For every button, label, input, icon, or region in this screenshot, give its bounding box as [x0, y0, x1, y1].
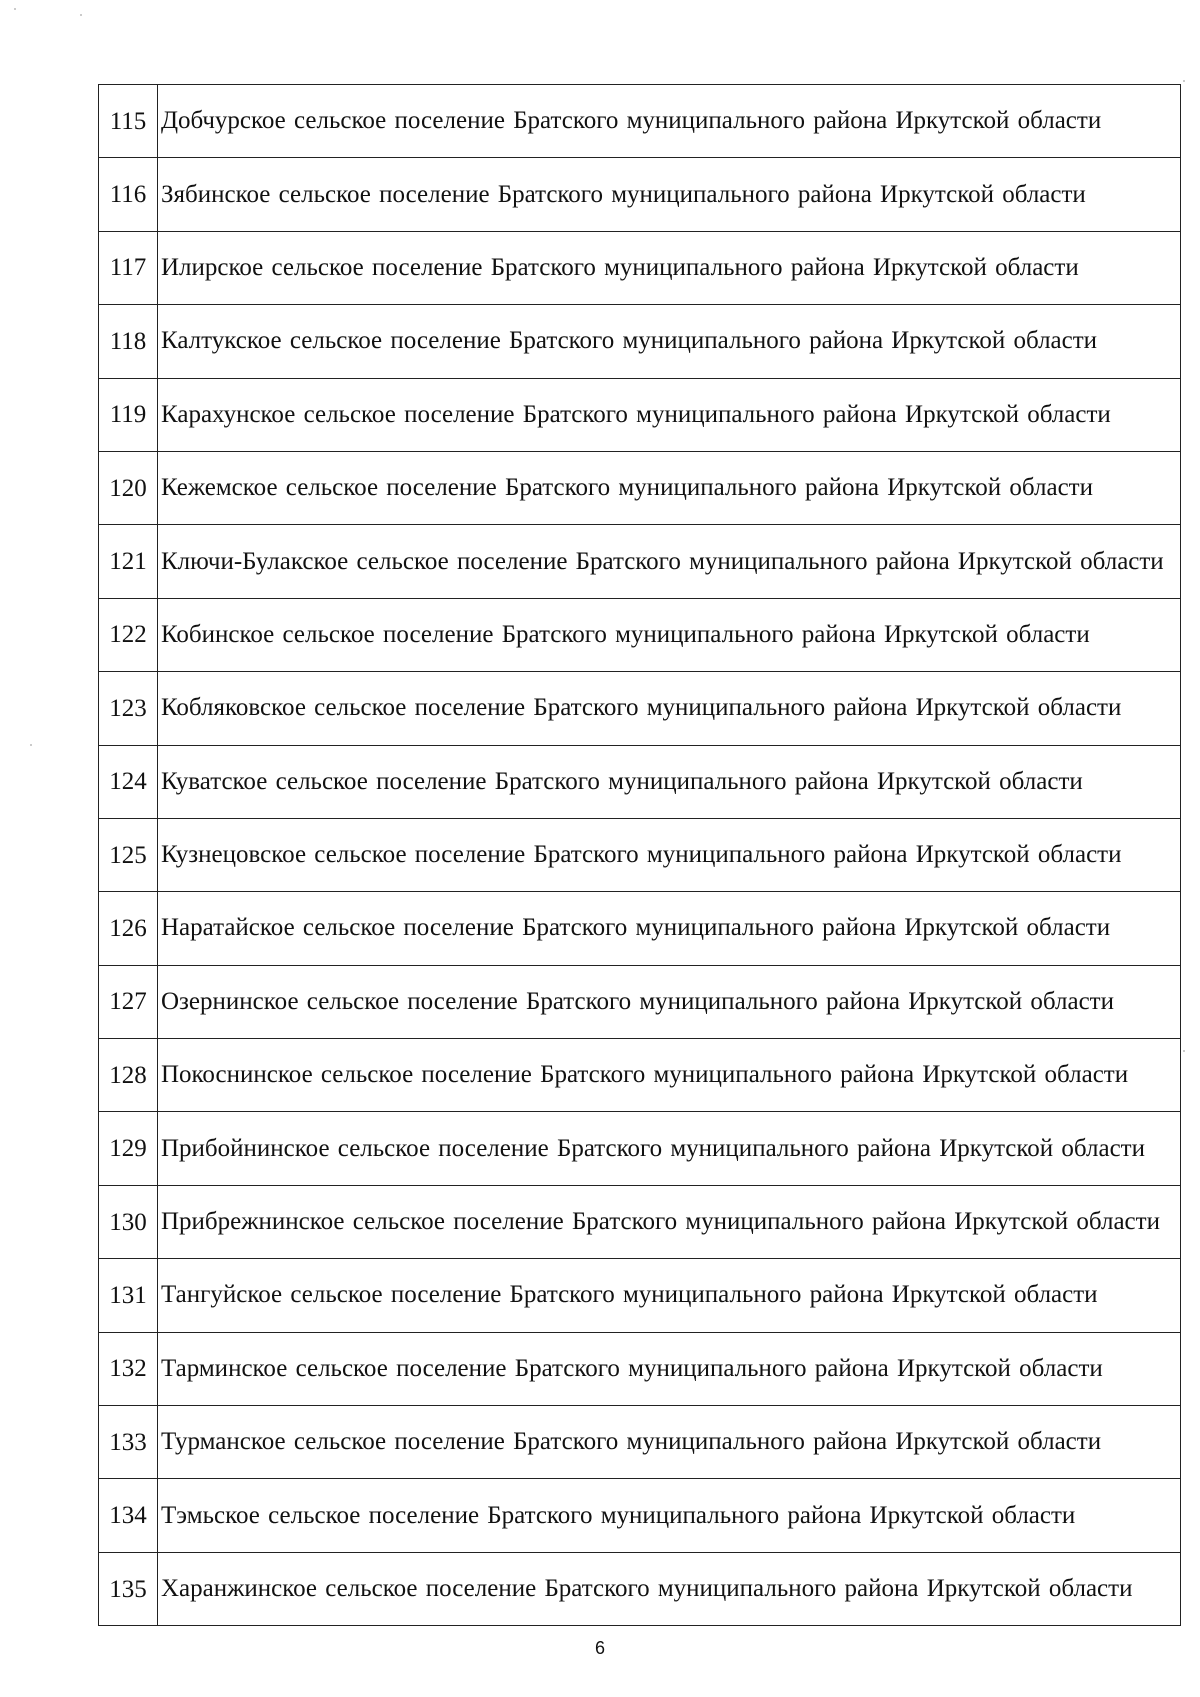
settlement-name: Покоснинское сельское поселение Братского муниципального района Иркутской области — [158, 1039, 1181, 1112]
settlement-name: Кобинское сельское поселение Братского муниципального района Иркутской области — [158, 598, 1181, 671]
settlement-name: Ключи-Булакское сельское поселение Братского муниципального района Иркутской области — [158, 525, 1181, 598]
row-number: 115 — [99, 85, 158, 158]
settlements-table-body — [99, 85, 1181, 1626]
row-number: 121 — [99, 525, 158, 598]
row-number: 133 — [99, 1406, 158, 1479]
row-number: 129 — [99, 1112, 158, 1185]
table-row — [99, 672, 1181, 745]
row-number: 126 — [99, 892, 158, 965]
settlement-name: Прибойнинское сельское поселение Братского муниципального района Иркутской области — [158, 1112, 1181, 1185]
row-number: 127 — [99, 965, 158, 1038]
settlement-name: Прибрежнинское сельское поселение Братского муниципального района Иркутской области — [158, 1185, 1181, 1258]
row-number: 130 — [99, 1185, 158, 1258]
settlement-name: Зябинское сельское поселение Братского муниципального района Иркутской области — [158, 158, 1181, 231]
table-row — [99, 1039, 1181, 1112]
row-number: 117 — [99, 231, 158, 304]
settlement-name: Куватское сельское поселение Братского муниципального района Иркутской области — [158, 745, 1181, 818]
scan-speck — [14, 8, 16, 10]
settlements-table — [98, 84, 1181, 1626]
table-row — [99, 598, 1181, 671]
scan-speck — [30, 744, 32, 746]
settlement-name: Озернинское сельское поселение Братского муниципального района Иркутской области — [158, 965, 1181, 1038]
table-row — [99, 305, 1181, 378]
row-number: 118 — [99, 305, 158, 378]
settlement-name: Тэмьское сельское поселение Братского муниципального района Иркутской области — [158, 1479, 1181, 1552]
table-row — [99, 231, 1181, 304]
scan-speck — [1183, 80, 1185, 82]
settlement-name: Турманское сельское поселение Братского муниципального района Иркутской области — [158, 1406, 1181, 1479]
table-row — [99, 1112, 1181, 1185]
settlement-name: Илирское сельское поселение Братского муниципального района Иркутской области — [158, 231, 1181, 304]
row-number: 124 — [99, 745, 158, 818]
table-row — [99, 85, 1181, 158]
row-number: 134 — [99, 1479, 158, 1552]
row-number: 125 — [99, 818, 158, 891]
row-number: 132 — [99, 1332, 158, 1405]
page-number: 6 — [594, 1638, 605, 1658]
settlement-name: Кузнецовское сельское поселение Братского муниципального района Иркутской области — [158, 818, 1181, 891]
scan-speck — [1183, 1050, 1185, 1052]
settlement-name: Добчурское сельское поселение Братского муниципального района Иркутской области — [158, 85, 1181, 158]
row-number: 123 — [99, 672, 158, 745]
row-number: 116 — [99, 158, 158, 231]
row-number: 122 — [99, 598, 158, 671]
settlement-name: Кобляковское сельское поселение Братского муниципального района Иркутской области — [158, 672, 1181, 745]
settlement-name: Харанжинское сельское поселение Братского муниципального района Иркутской области — [158, 1552, 1181, 1625]
settlement-name: Калтукское сельское поселение Братского муниципального района Иркутской области — [158, 305, 1181, 378]
settlement-name: Карахунское сельское поселение Братского муниципального района Иркутской области — [158, 378, 1181, 451]
table-row — [99, 745, 1181, 818]
table-row — [99, 378, 1181, 451]
row-number: 120 — [99, 451, 158, 524]
table-row — [99, 1332, 1181, 1405]
table-row — [99, 1406, 1181, 1479]
table-row — [99, 525, 1181, 598]
table-row — [99, 1185, 1181, 1258]
table-row — [99, 892, 1181, 965]
row-number: 135 — [99, 1552, 158, 1625]
row-number: 128 — [99, 1039, 158, 1112]
table-row — [99, 158, 1181, 231]
table-row — [99, 818, 1181, 891]
table-row — [99, 1479, 1181, 1552]
table-row — [99, 965, 1181, 1038]
row-number: 119 — [99, 378, 158, 451]
settlement-name: Наратайское сельское поселение Братского муниципального района Иркутской области — [158, 892, 1181, 965]
table-row — [99, 1552, 1181, 1625]
table-row — [99, 451, 1181, 524]
settlement-name: Кежемское сельское поселение Братского муниципального района Иркутской области — [158, 451, 1181, 524]
row-number: 131 — [99, 1259, 158, 1332]
settlement-name: Тарминское сельское поселение Братского муниципального района Иркутской области — [158, 1332, 1181, 1405]
table-row — [99, 1259, 1181, 1332]
settlement-name: Тангуйское сельское поселение Братского муниципального района Иркутской области — [158, 1259, 1181, 1332]
scan-speck — [80, 14, 82, 16]
